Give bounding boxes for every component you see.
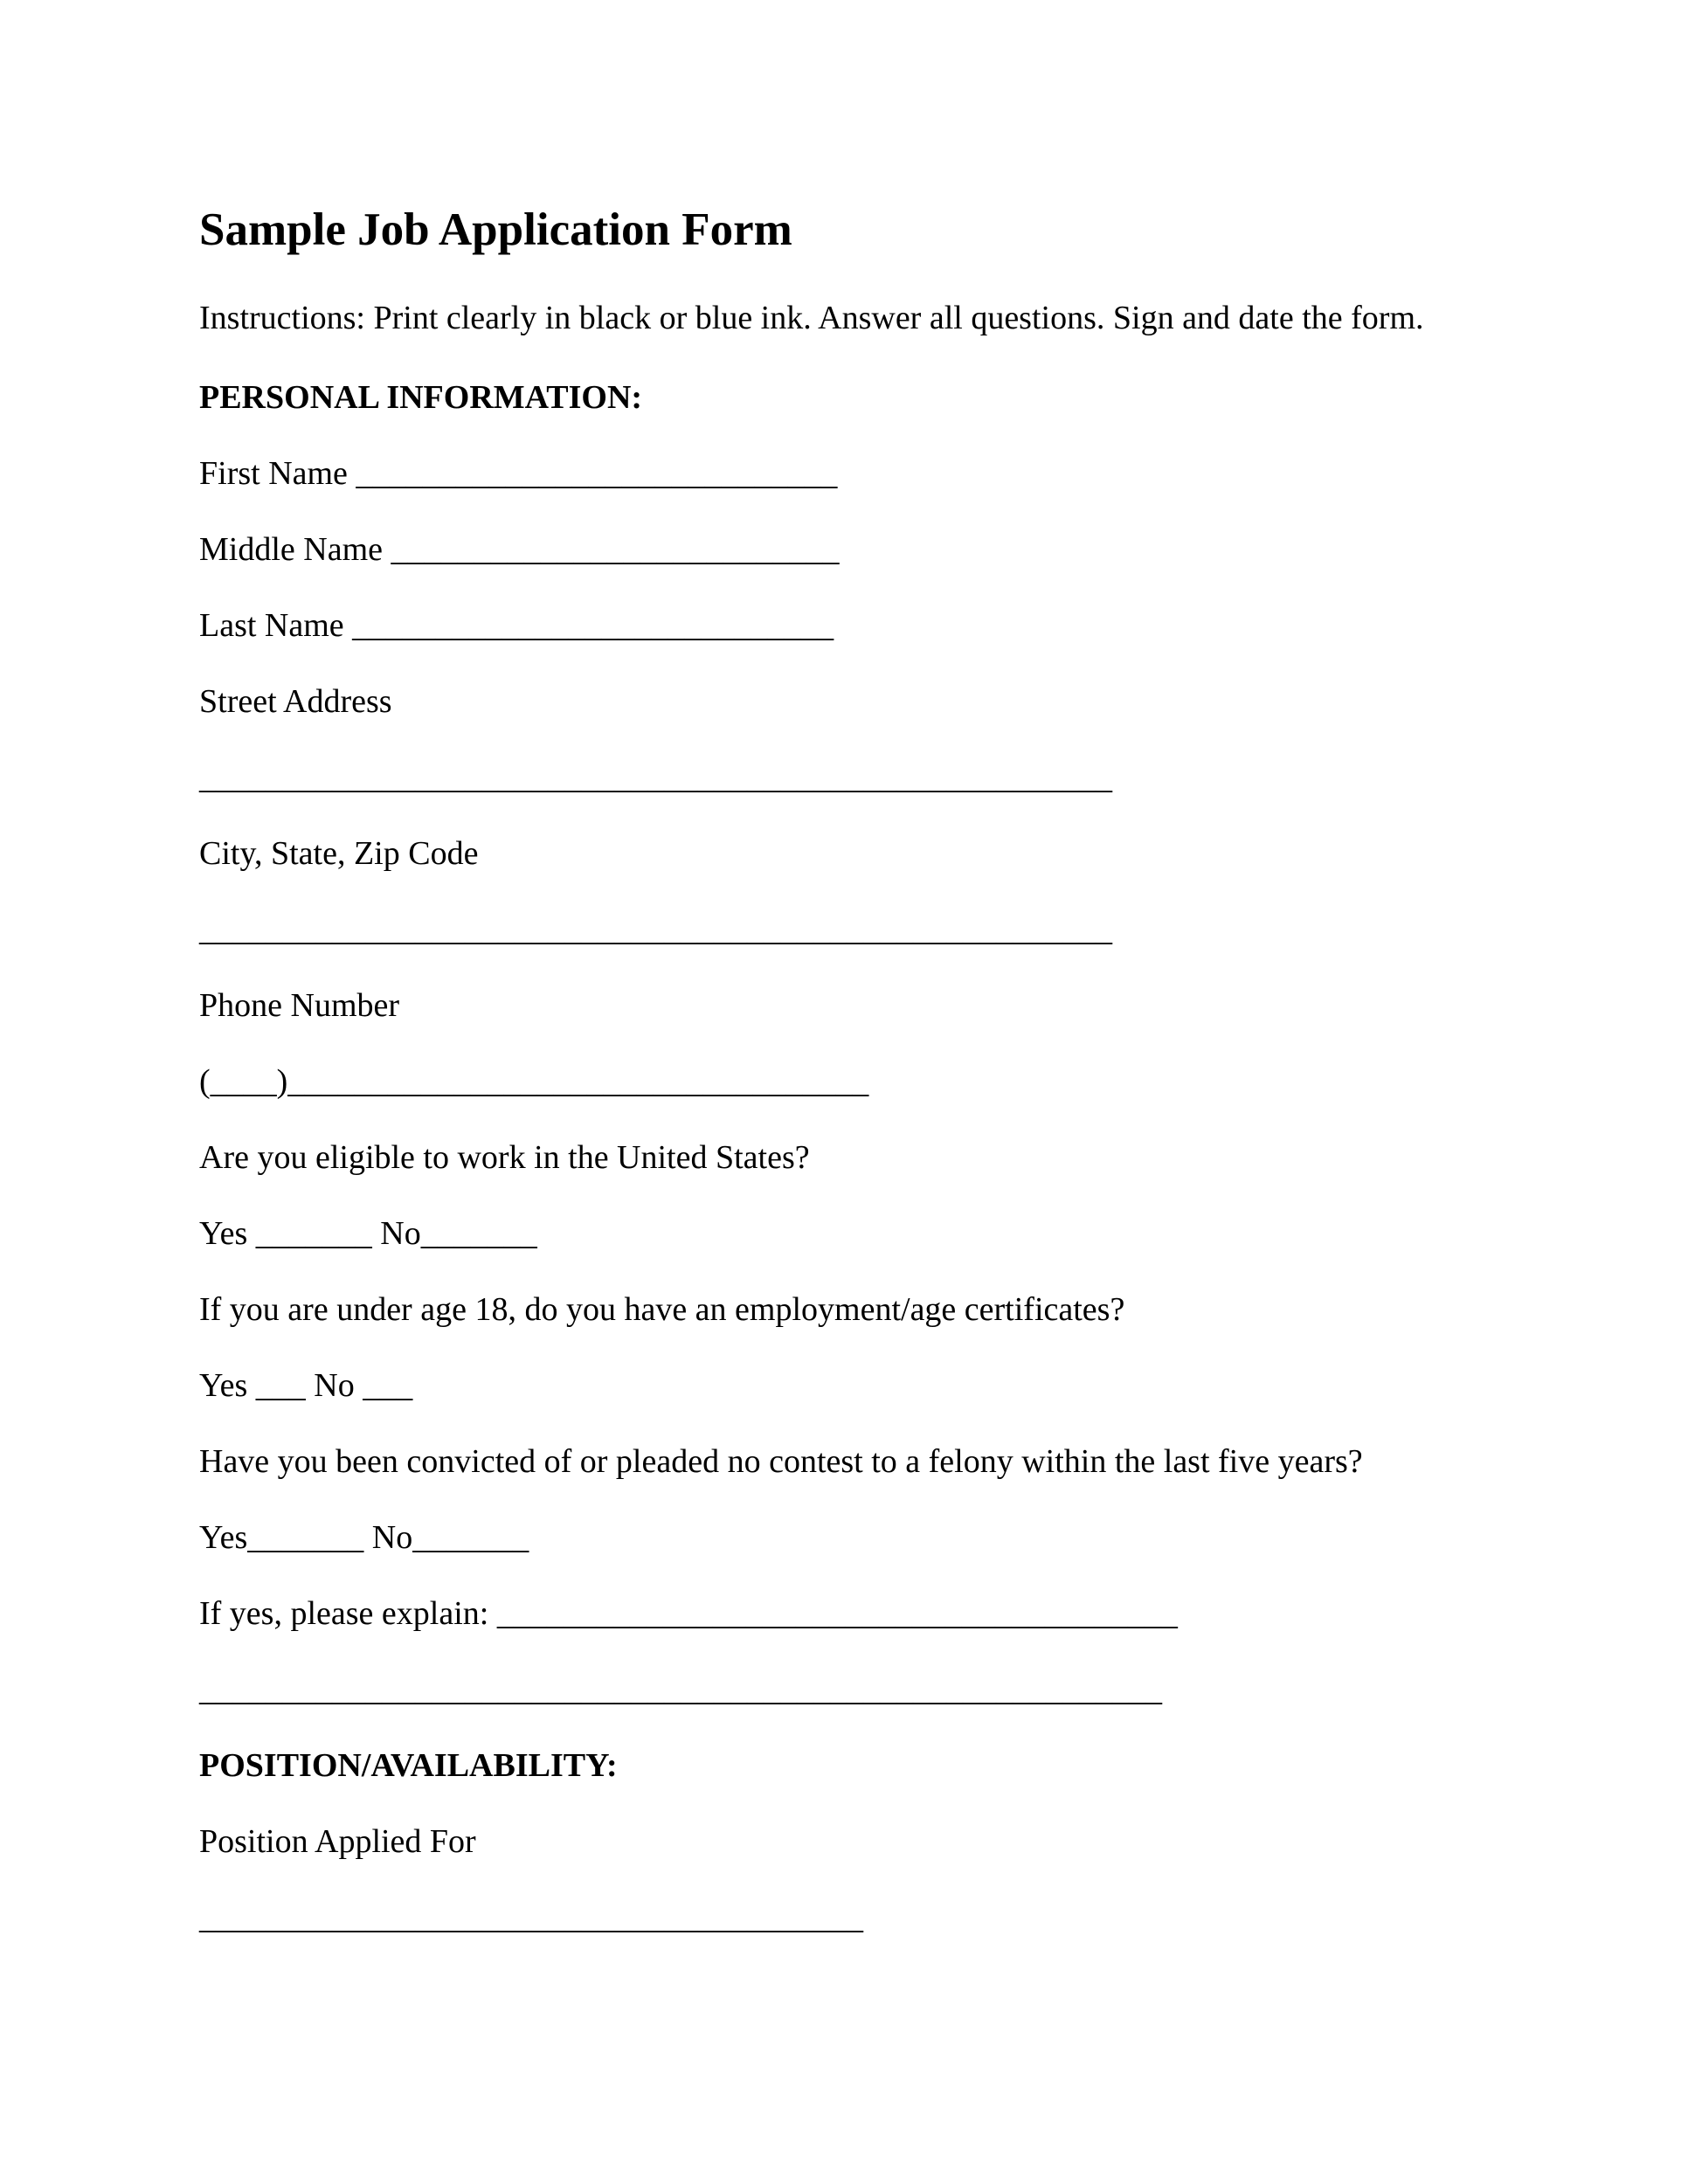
field-if-yes-explain: If yes, please explain: _________________________________________ bbox=[199, 1595, 1178, 1632]
section-heading-position-availability: POSITION/AVAILABILITY: bbox=[199, 1747, 618, 1784]
page-title: Sample Job Application Form bbox=[199, 204, 792, 255]
instructions-text: Instructions: Print clearly in black or blue ink. Answer all questions. Sign and date the form. bbox=[199, 300, 1424, 336]
label-phone-number: Phone Number bbox=[199, 987, 400, 1024]
field-first-name: First Name _____________________________ bbox=[199, 455, 838, 492]
label-city-state-zip: City, State, Zip Code bbox=[199, 835, 479, 872]
yes-no-eligible-to-work: Yes _______ No_______ bbox=[199, 1215, 537, 1252]
section-heading-personal-information: PERSONAL INFORMATION: bbox=[199, 379, 643, 416]
blank-line-position-applied-for: ________________________________________ bbox=[199, 1899, 863, 1936]
label-position-applied-for: Position Applied For bbox=[199, 1823, 476, 1860]
label-street-address: Street Address bbox=[199, 683, 392, 720]
field-last-name: Last Name _____________________________ bbox=[199, 607, 834, 644]
field-middle-name: Middle Name ___________________________ bbox=[199, 531, 840, 568]
blank-line-street-address: _______________________________________________________ bbox=[199, 759, 1112, 796]
yes-no-felony-conviction: Yes_______ No_______ bbox=[199, 1519, 529, 1556]
question-eligible-to-work: Are you eligible to work in the United States? bbox=[199, 1139, 810, 1176]
blank-line-city-state-zip: _______________________________________________________ bbox=[199, 911, 1112, 948]
question-age-certificate: If you are under age 18, do you have an employment/age certificates? bbox=[199, 1291, 1125, 1328]
field-phone-number: (____)___________________________________ bbox=[199, 1063, 869, 1100]
yes-no-age-certificate: Yes ___ No ___ bbox=[199, 1367, 413, 1404]
question-felony-conviction: Have you been convicted of or pleaded no contest to a felony within the last five years? bbox=[199, 1443, 1363, 1480]
blank-line-explain-continuation: __________________________________________________________ bbox=[199, 1671, 1162, 1708]
